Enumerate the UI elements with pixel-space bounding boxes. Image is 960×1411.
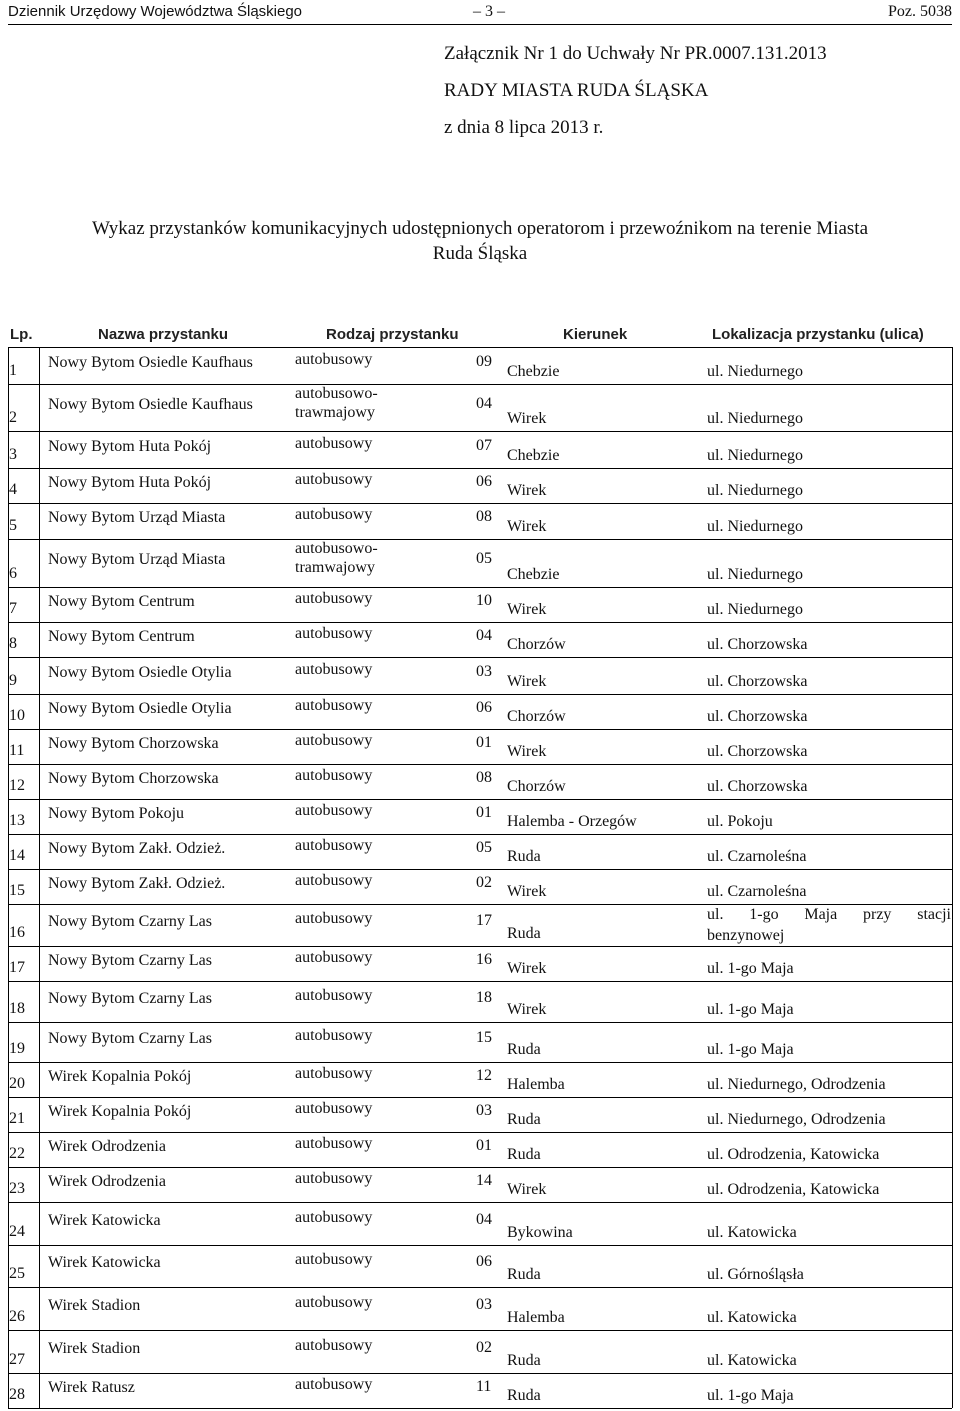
direction-name: Chorzów — [507, 778, 566, 795]
stop-type: autobusowy — [295, 1251, 373, 1268]
stop-type-continued: tramwajowy — [295, 559, 375, 576]
stop-location: ul. Niedurnego — [707, 410, 803, 427]
stop-name: Nowy Bytom Centrum — [48, 628, 195, 645]
stop-location: ul. Odrodzenia, Katowicka — [707, 1181, 880, 1198]
direction-code: 12 — [476, 1067, 492, 1084]
stop-type: autobusowy — [295, 625, 373, 642]
stop-name: Wirek Stadion — [48, 1297, 141, 1314]
stop-location: ul. Górnośląsła — [707, 1266, 804, 1283]
stop-type: autobusowy — [295, 1135, 373, 1152]
stop-name: Nowy Bytom Huta Pokój — [48, 438, 212, 455]
stop-name: Nowy Bytom Zakł. Odzież. — [48, 840, 226, 857]
direction-code: 04 — [476, 627, 492, 644]
row-number: 14 — [9, 847, 25, 864]
stop-type: autobusowy — [295, 802, 373, 819]
stop-location — [707, 904, 951, 946]
direction-name: Halemba — [507, 1076, 565, 1093]
stop-type: autobusowy — [295, 1209, 373, 1226]
row-number: 18 — [9, 1000, 25, 1017]
table-row — [0, 1245, 960, 1287]
stop-location: ul. Niedurnego — [707, 447, 803, 464]
page-header — [8, 0, 952, 25]
direction-name: Wirek — [507, 518, 547, 535]
stop-type: autobusowy — [295, 732, 373, 749]
row-number: 13 — [9, 812, 25, 829]
stop-name: Wirek Stadion — [48, 1340, 141, 1357]
table-row — [0, 694, 960, 729]
table-row — [0, 1373, 960, 1408]
stop-location: ul. 1-go Maja — [707, 1387, 794, 1404]
table-row — [0, 1330, 960, 1373]
stop-type: autobusowy — [295, 590, 373, 607]
direction-name: Wirek — [507, 482, 547, 499]
stop-name: Nowy Bytom Chorzowska — [48, 770, 219, 787]
stop-name: Nowy Bytom Czarny Las — [48, 952, 212, 969]
direction-name: Ruda — [507, 848, 541, 865]
row-number: 8 — [9, 635, 17, 652]
stop-location: ul. 1-go Maja — [707, 960, 794, 977]
stop-type: autobusowy — [295, 1294, 373, 1311]
table-row — [0, 347, 960, 384]
row-number: 4 — [9, 481, 17, 498]
stop-name: Nowy Bytom Czarny Las — [48, 1030, 212, 1047]
stop-name: Wirek Odrodzenia — [48, 1173, 166, 1190]
direction-name: Wirek — [507, 1181, 547, 1198]
stop-location: ul. Odrodzenia, Katowicka — [707, 1146, 880, 1163]
stop-type: autobusowy — [295, 1065, 373, 1082]
stop-location: ul. Katowicka — [707, 1224, 797, 1241]
stop-location: ul. Chorzowska — [707, 708, 808, 725]
stop-location: ul. Niedurnego — [707, 518, 803, 535]
row-number: 22 — [9, 1145, 25, 1162]
stop-name: Wirek Kopalnia Pokój — [48, 1068, 192, 1085]
direction-code: 04 — [476, 395, 492, 412]
direction-name: Wirek — [507, 883, 547, 900]
stop-type: autobusowy — [295, 661, 373, 678]
stop-name: Wirek Katowicka — [48, 1212, 161, 1229]
direction-code: 06 — [476, 473, 492, 490]
table-row — [0, 503, 960, 539]
stop-name: Nowy Bytom Centrum — [48, 593, 195, 610]
stop-location: ul. 1-go Maja — [707, 1041, 794, 1058]
stop-type: autobusowy — [295, 1170, 373, 1187]
direction-code: 05 — [476, 550, 492, 567]
journal-name: Dziennik Urzędowy Województwa Śląskiego — [8, 3, 303, 20]
row-number: 19 — [9, 1040, 25, 1057]
stop-location: ul. Niedurnego — [707, 566, 803, 583]
document-title-line-2: Ruda Śląska — [432, 243, 528, 264]
direction-code: 03 — [476, 1102, 492, 1119]
stop-type: autobusowy — [295, 506, 373, 523]
row-number: 27 — [9, 1351, 25, 1368]
direction-code: 14 — [476, 1172, 492, 1189]
table-row — [0, 1132, 960, 1167]
direction-name: Chebzie — [507, 566, 560, 583]
direction-code: 08 — [476, 769, 492, 786]
direction-name: Ruda — [507, 925, 541, 942]
stop-type: autobusowy — [295, 910, 373, 927]
table-row — [0, 587, 960, 622]
stop-location: ul. Katowicka — [707, 1352, 797, 1369]
page-number: – 3 – — [473, 3, 505, 20]
direction-code: 05 — [476, 839, 492, 856]
direction-code: 18 — [476, 989, 492, 1006]
stop-location: ul. Chorzowska — [707, 673, 808, 690]
stop-name: Wirek Ratusz — [48, 1379, 135, 1396]
direction-code: 11 — [476, 1378, 492, 1395]
direction-name: Chebzie — [507, 447, 560, 464]
stop-type: autobusowy — [295, 1376, 373, 1393]
direction-name: Wirek — [507, 960, 547, 977]
table-row — [0, 1202, 960, 1245]
stop-name: Nowy Bytom Huta Pokój — [48, 474, 212, 491]
stop-name: Wirek Odrodzenia — [48, 1138, 166, 1155]
stop-type: autobusowy — [295, 351, 373, 368]
stop-type: autobusowy — [295, 987, 373, 1004]
direction-name: Ruda — [507, 1387, 541, 1404]
stop-type: autobusowy — [295, 1027, 373, 1044]
stop-type: autobusowy — [295, 767, 373, 784]
stop-name: Nowy Bytom Osiedle Kaufhaus — [48, 396, 253, 413]
stop-type: autobusowy — [295, 872, 373, 889]
stop-location: ul. Niedurnego — [707, 601, 803, 618]
direction-name: Wirek — [507, 601, 547, 618]
stop-location: ul. Katowicka — [707, 1309, 797, 1326]
row-number: 10 — [9, 707, 25, 724]
column-header-lp: Lp. — [10, 326, 33, 343]
table-row — [0, 904, 960, 946]
table-row — [0, 729, 960, 764]
direction-code: 04 — [476, 1211, 492, 1228]
row-number: 3 — [9, 446, 17, 463]
row-number: 2 — [9, 409, 17, 426]
stop-name: Nowy Bytom Osiedle Otylia — [48, 700, 232, 717]
stop-type: autobusowy — [295, 1100, 373, 1117]
row-number: 11 — [9, 742, 25, 759]
direction-name: Wirek — [507, 673, 547, 690]
position-number: Poz. 5038 — [888, 3, 952, 20]
direction-code: 15 — [476, 1029, 492, 1046]
stop-type: autobusowy — [295, 949, 373, 966]
stop-name: Nowy Bytom Pokoju — [48, 805, 185, 822]
table-row — [0, 431, 960, 468]
table-row — [0, 981, 960, 1022]
annex-line-1: Załącznik Nr 1 do Uchwały Nr PR.0007.131.2013 — [444, 43, 827, 64]
stop-name: Nowy Bytom Zakł. Odzież. — [48, 875, 226, 892]
stop-location: ul. Niedurnego, Odrodzenia — [707, 1111, 886, 1128]
stop-type: autobusowy — [295, 471, 373, 488]
stop-location: ul. Chorzowska — [707, 743, 808, 760]
direction-name: Ruda — [507, 1146, 541, 1163]
direction-name: Halemba - Orzegów — [507, 813, 637, 830]
stop-location: ul. Czarnoleśna — [707, 883, 807, 900]
direction-name: Wirek — [507, 410, 547, 427]
table-row — [0, 539, 960, 587]
direction-code: 03 — [476, 663, 492, 680]
stop-name: Nowy Bytom Czarny Las — [48, 913, 212, 930]
document-title-line-1: Wykaz przystanków komunikacyjnych udostępnionych operatorom i przewoźnikom na terenie Miasta — [91, 218, 869, 239]
direction-name: Ruda — [507, 1266, 541, 1283]
row-number: 9 — [9, 672, 17, 689]
column-header-direction: Kierunek — [563, 326, 628, 343]
table-row — [0, 834, 960, 869]
row-number: 6 — [9, 565, 17, 582]
direction-name: Chorzów — [507, 636, 566, 653]
row-number: 28 — [9, 1386, 25, 1403]
direction-code: 08 — [476, 508, 492, 525]
direction-code: 16 — [476, 951, 492, 968]
stop-type: autobusowo- — [295, 540, 378, 557]
stop-type: autobusowy — [295, 837, 373, 854]
stop-location-line-2: benzynowej — [707, 927, 785, 944]
row-number: 16 — [9, 924, 25, 941]
stop-name: Nowy Bytom Urząd Miasta — [48, 551, 226, 568]
row-number: 17 — [9, 959, 25, 976]
stop-name: Nowy Bytom Urząd Miasta — [48, 509, 226, 526]
table-row — [0, 384, 960, 431]
table-row — [0, 1097, 960, 1132]
table-row — [0, 1062, 960, 1097]
stop-type-continued: trawmajowy — [295, 404, 375, 421]
table-row — [0, 1287, 960, 1330]
row-number: 7 — [9, 600, 17, 617]
stop-location: ul. Chorzowska — [707, 636, 808, 653]
stop-name: Wirek Kopalnia Pokój — [48, 1103, 192, 1120]
row-number: 1 — [9, 362, 17, 379]
table-row — [0, 622, 960, 657]
stop-location: ul. Niedurnego — [707, 482, 803, 499]
row-number: 24 — [9, 1223, 25, 1240]
table-row — [0, 799, 960, 834]
direction-code: 03 — [476, 1296, 492, 1313]
stop-location: ul. Pokoju — [707, 813, 773, 830]
row-number: 23 — [9, 1180, 25, 1197]
table-row — [0, 946, 960, 981]
stop-location: ul. Niedurnego — [707, 363, 803, 380]
direction-name: Chebzie — [507, 363, 560, 380]
stop-location: ul. Niedurnego, Odrodzenia — [707, 1076, 886, 1093]
direction-name: Halemba — [507, 1309, 565, 1326]
stop-name: Nowy Bytom Chorzowska — [48, 735, 219, 752]
stop-name: Nowy Bytom Osiedle Kaufhaus — [48, 354, 253, 371]
stop-type: autobusowy — [295, 435, 373, 452]
direction-name: Wirek — [507, 1001, 547, 1018]
row-number: 20 — [9, 1075, 25, 1092]
direction-code: 01 — [476, 1137, 492, 1154]
row-number: 15 — [9, 882, 25, 899]
table-row — [0, 869, 960, 904]
stop-location: ul. 1-go Maja — [707, 1001, 794, 1018]
annex-line-2: RADY MIASTA RUDA ŚLĄSKA — [444, 80, 709, 101]
table-row — [0, 468, 960, 503]
column-header-location: Lokalizacja przystanku (ulica) — [712, 326, 924, 343]
direction-code: 06 — [476, 699, 492, 716]
stop-location: ul. Czarnoleśna — [707, 848, 807, 865]
direction-code: 09 — [476, 353, 492, 370]
direction-code: 01 — [476, 804, 492, 821]
row-number: 26 — [9, 1308, 25, 1325]
row-number: 12 — [9, 777, 25, 794]
direction-code: 06 — [476, 1253, 492, 1270]
stop-type: autobusowy — [295, 1337, 373, 1354]
direction-code: 17 — [476, 912, 492, 929]
table-row — [0, 1167, 960, 1202]
stop-name: Nowy Bytom Czarny Las — [48, 990, 212, 1007]
direction-code: 02 — [476, 874, 492, 891]
column-header-type: Rodzaj przystanku — [326, 326, 459, 343]
direction-name: Wirek — [507, 743, 547, 760]
stop-name: Nowy Bytom Osiedle Otylia — [48, 664, 232, 681]
direction-name: Bykowina — [507, 1224, 573, 1241]
annex-line-3: z dnia 8 lipca 2013 r. — [444, 117, 604, 138]
stop-location-line-1: ul. 1-go Maja przy stacji — [707, 906, 951, 923]
direction-name: Chorzów — [507, 708, 566, 725]
row-number: 21 — [9, 1110, 25, 1127]
direction-code: 10 — [476, 592, 492, 609]
table-row — [0, 1022, 960, 1062]
table-row — [0, 764, 960, 799]
row-number: 5 — [9, 517, 17, 534]
direction-code: 02 — [476, 1339, 492, 1356]
direction-name: Ruda — [507, 1111, 541, 1128]
direction-name: Ruda — [507, 1041, 541, 1058]
direction-code: 07 — [476, 437, 492, 454]
stop-name: Wirek Katowicka — [48, 1254, 161, 1271]
column-header-name: Nazwa przystanku — [98, 326, 229, 343]
direction-name: Ruda — [507, 1352, 541, 1369]
stop-type: autobusowo- — [295, 385, 378, 402]
stop-location: ul. Chorzowska — [707, 778, 808, 795]
row-separator — [8, 1408, 952, 1409]
row-number: 25 — [9, 1265, 25, 1282]
table-row — [0, 657, 960, 694]
direction-code: 01 — [476, 734, 492, 751]
stop-type: autobusowy — [295, 697, 373, 714]
